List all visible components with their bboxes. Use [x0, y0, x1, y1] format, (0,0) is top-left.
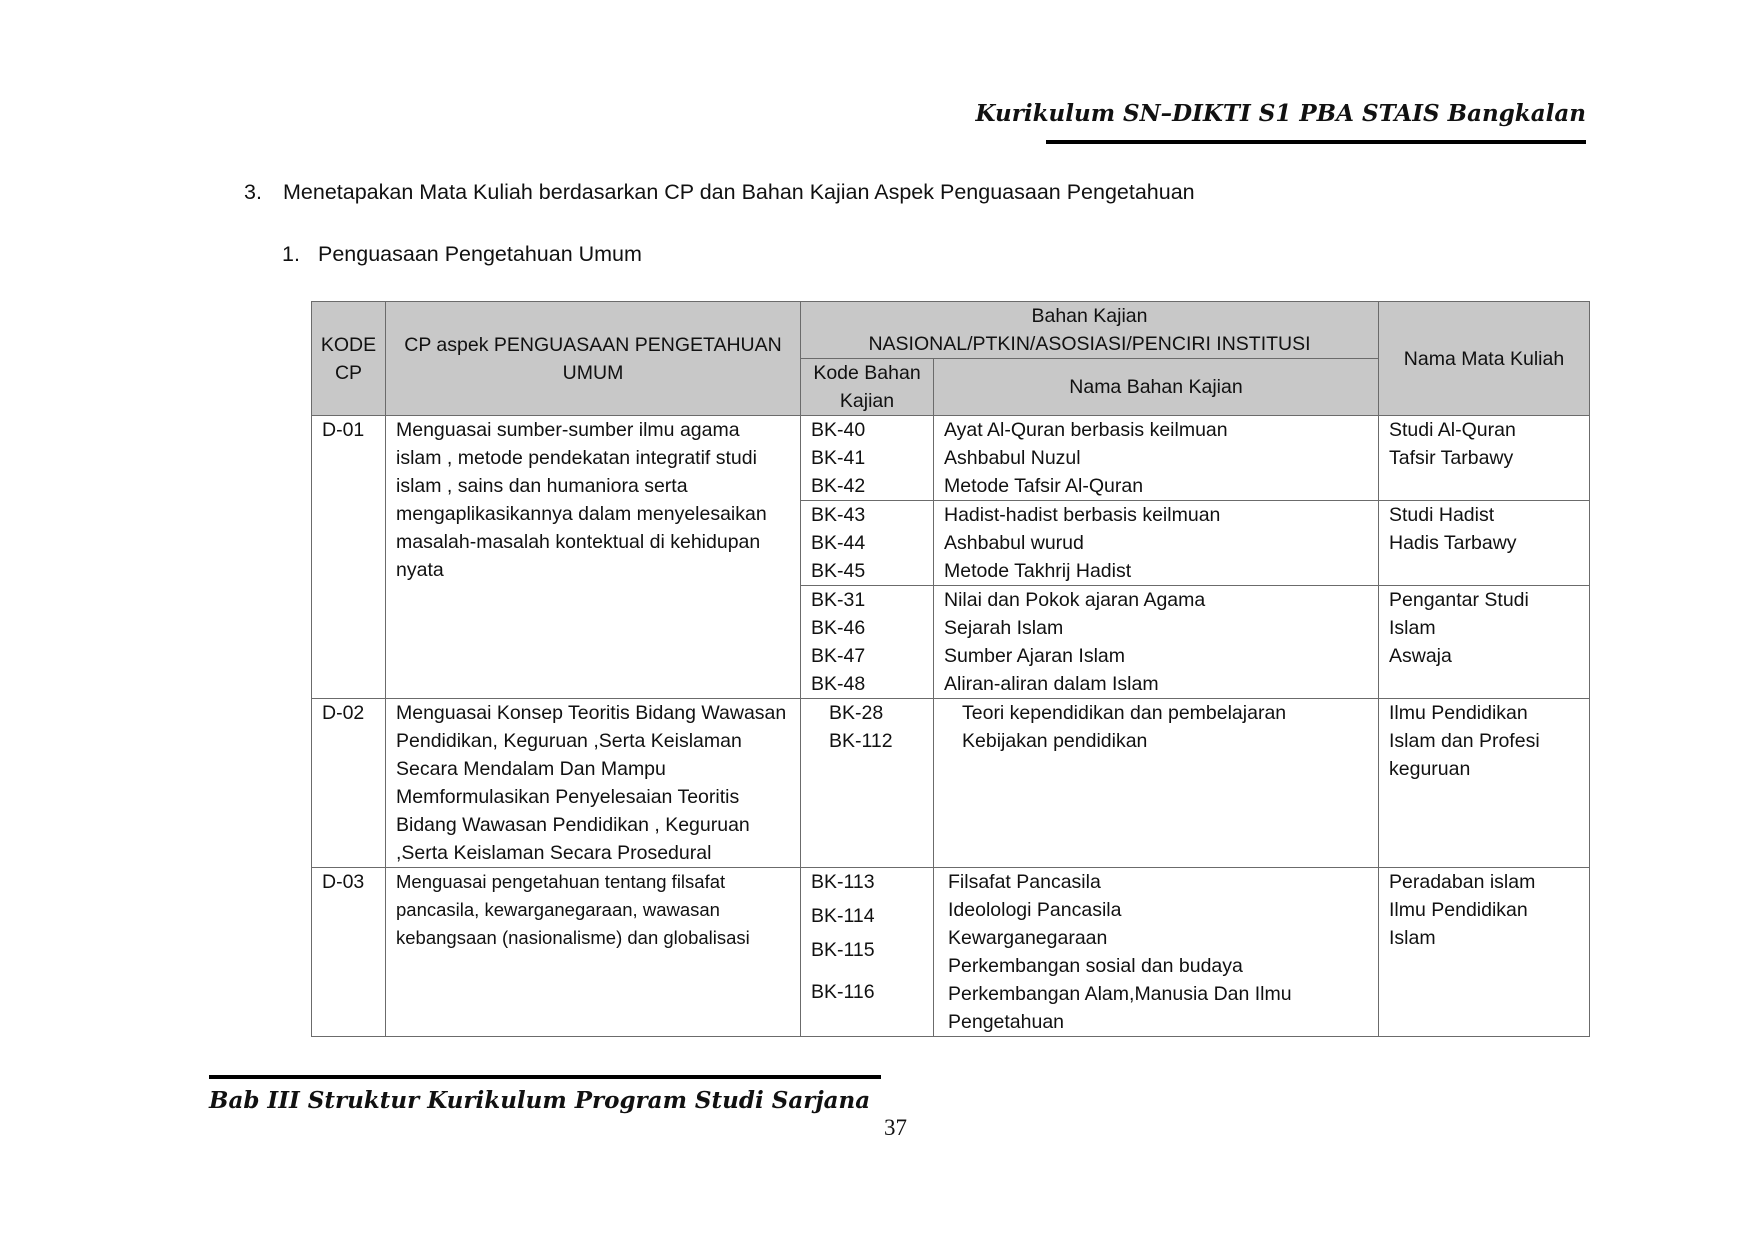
footer-rule — [209, 1075, 881, 1079]
mk-name: Peradaban islam — [1389, 871, 1536, 893]
kode-bahan-cell — [801, 699, 934, 868]
header-kode-cp: KODE CP — [312, 302, 386, 416]
bk-name: Kewarganegaraan — [948, 927, 1108, 949]
bk-code: BK-113 — [811, 871, 875, 893]
bk-code: BK-40 — [811, 419, 866, 441]
bk-name: Metode Takhrij Hadist — [944, 560, 1132, 582]
bk-name: Nilai dan Pokok ajaran Agama — [944, 589, 1206, 611]
sub-heading-number: 1. — [282, 242, 300, 266]
kode-bahan-cell — [801, 501, 934, 586]
mata-kuliah-cell — [1379, 868, 1590, 1037]
nama-bahan-cell — [934, 416, 1379, 501]
footer-title: Bab III Struktur Kurikulum Program Studi Sarjana — [209, 1087, 871, 1114]
cp-description-cell: Menguasai sumber-sumber ilmu agama islam , metode pendekatan integratif studi islam , sains dan humaniora serta mengaplikasikannya dalam menyelesaikan masalah-masalah kontektual di kehidupan nyata — [386, 416, 801, 699]
bk-name: Teori kependidikan dan pembelajaran — [962, 702, 1287, 724]
nama-bahan-cell — [934, 699, 1379, 868]
bk-name: Ayat Al-Quran berbasis keilmuan — [944, 419, 1228, 441]
mk-name: Studi Hadist — [1389, 504, 1495, 526]
header-cp-aspek: CP aspek PENGUASAAN PENGETAHUAN UMUM — [386, 302, 801, 416]
table-row — [312, 868, 1590, 1037]
mk-name: Pengantar Studi Islam — [1389, 589, 1529, 639]
mk-name: Hadis Tarbawy — [1389, 532, 1517, 554]
bk-code: BK-48 — [811, 673, 866, 695]
mk-name: Ilmu Pendidikan Islam — [1389, 899, 1528, 949]
bk-name: Sejarah Islam — [944, 617, 1064, 639]
bk-name: Filsafat Pancasila — [948, 871, 1101, 893]
bk-code: BK-114 — [811, 905, 875, 927]
nama-bahan-cell — [934, 501, 1379, 586]
sub-heading-text: Penguasaan Pengetahuan Umum — [318, 242, 642, 266]
header-bahan-kajian-sub: NASIONAL/PTKIN/ASOSIASI/PENCIRI INSTITUSI — [868, 333, 1311, 355]
section-heading — [244, 180, 1195, 205]
mk-name: Aswaja — [1389, 645, 1452, 667]
cp-description-cell: Menguasai Konsep Teoritis Bidang Wawasan Pendidikan, Keguruan ,Serta Keislaman Secara Mendalam Dan Mampu Memformulasikan Penyelesaian Teoritis Bidang Wawasan Pendidikan , Keguruan ,Serta Keislaman Secara Prosedural — [386, 699, 801, 868]
cp-description-cell: Menguasai pengetahuan tentang filsafat pancasila, kewarganegaraan, wawasan kebangsaan (nasionalisme) dan globalisasi — [386, 868, 801, 1037]
bk-code: BK-47 — [811, 645, 866, 667]
header-rule — [1046, 140, 1586, 144]
mata-kuliah-cell — [1379, 586, 1590, 699]
mk-name: Tafsir Tarbawy — [1389, 447, 1514, 469]
header-bahan-kajian — [801, 302, 1379, 359]
bk-name: Aliran-aliran dalam Islam — [944, 673, 1159, 695]
curriculum-table — [311, 301, 1590, 1037]
bk-name: Ideolologi Pancasila — [948, 899, 1122, 921]
kode-cp-cell: D-03 — [312, 868, 386, 1037]
mata-kuliah-cell: Ilmu Pendidikan Islam dan Profesi keguruan — [1379, 699, 1590, 868]
mata-kuliah-cell — [1379, 501, 1590, 586]
running-header-title: Kurikulum SN–DIKTI S1 PBA STAIS Bangkalan — [975, 100, 1586, 127]
bk-code: BK-112 — [829, 730, 893, 752]
page-number: 37 — [884, 1115, 907, 1140]
bk-code: BK-46 — [811, 617, 866, 639]
mata-kuliah-cell — [1379, 416, 1590, 501]
sub-heading — [282, 242, 642, 267]
bk-name: Kebijakan pendidikan — [962, 730, 1148, 752]
bk-code: BK-42 — [811, 475, 866, 497]
kode-cp-cell: D-01 — [312, 416, 386, 699]
bk-name: Metode Tafsir Al-Quran — [944, 475, 1144, 497]
table-row — [312, 416, 1590, 501]
section-heading-text: Menetapakan Mata Kuliah berdasarkan CP dan Bahan Kajian Aspek Penguasaan Pengetahuan — [283, 180, 1195, 204]
bk-code: BK-31 — [811, 589, 866, 611]
bk-code: BK-115 — [811, 939, 875, 961]
bk-name: Perkembangan Alam,Manusia Dan Ilmu Pengetahuan — [948, 983, 1292, 1033]
bk-name: Ashbabul Nuzul — [944, 447, 1081, 469]
kode-bahan-cell — [801, 868, 934, 1037]
bk-name: Perkembangan sosial dan budaya — [948, 955, 1243, 977]
bk-code: BK-28 — [829, 702, 884, 724]
header-kode-bahan: Kode Bahan Kajian — [801, 359, 934, 416]
nama-bahan-cell — [934, 586, 1379, 699]
header-nama-bahan: Nama Bahan Kajian — [934, 359, 1379, 416]
bk-code: BK-41 — [811, 447, 866, 469]
section-number: 3. — [244, 180, 262, 204]
bk-code: BK-45 — [811, 560, 866, 582]
nama-bahan-cell — [934, 868, 1379, 1037]
table-row — [312, 699, 1590, 868]
kode-bahan-cell — [801, 586, 934, 699]
mk-name: Studi Al-Quran — [1389, 419, 1516, 441]
header-nama-mata-kuliah: Nama Mata Kuliah — [1379, 302, 1590, 416]
header-bahan-kajian-title: Bahan Kajian — [1031, 305, 1148, 327]
bk-code: BK-116 — [811, 981, 875, 1003]
bk-code: BK-43 — [811, 504, 866, 526]
kode-bahan-cell — [801, 416, 934, 501]
bk-name: Ashbabul wurud — [944, 532, 1084, 554]
bk-name: Hadist-hadist berbasis keilmuan — [944, 504, 1221, 526]
kode-cp-cell: D-02 — [312, 699, 386, 868]
bk-code: BK-44 — [811, 532, 866, 554]
bk-name: Sumber Ajaran Islam — [944, 645, 1125, 667]
